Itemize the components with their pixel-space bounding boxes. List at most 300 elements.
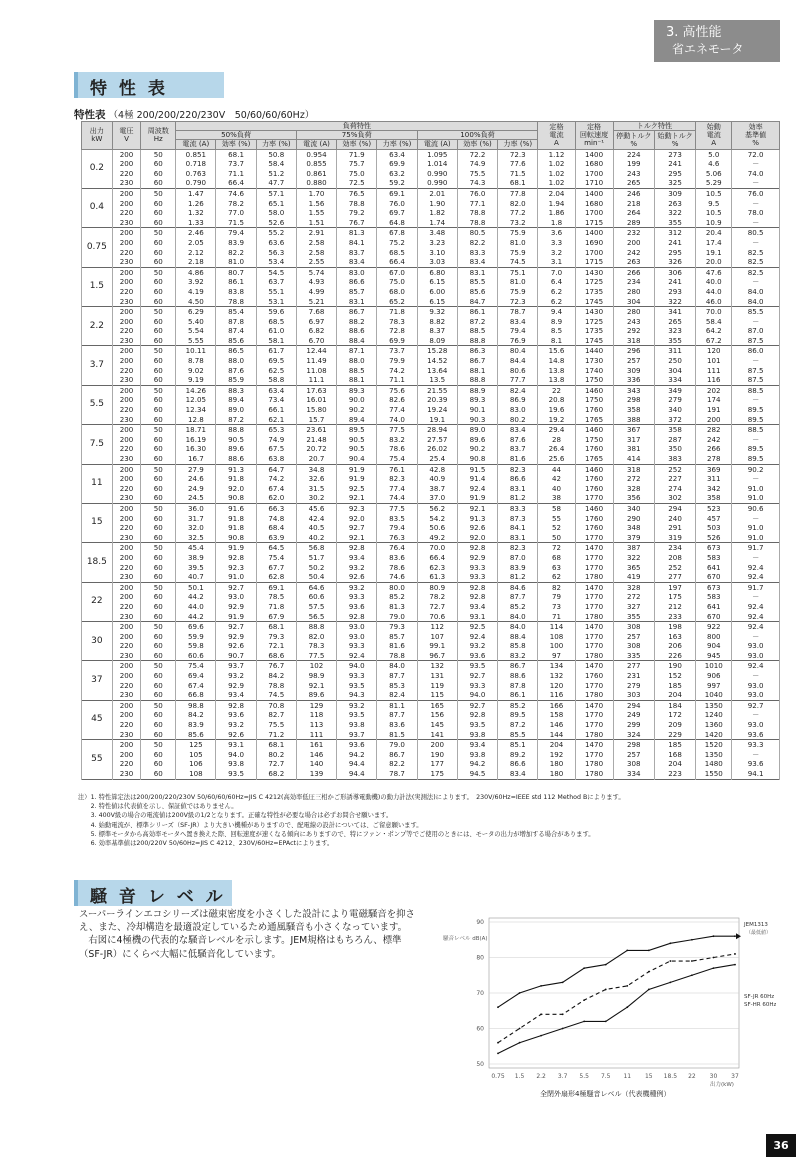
- table-cell: 60: [141, 572, 176, 582]
- table-cell: 69.7: [377, 208, 417, 218]
- table-cell: 65.3: [256, 425, 296, 435]
- table-cell: 50: [141, 425, 176, 435]
- table-cell: 81.3: [337, 228, 377, 238]
- table-cell: 75.9: [498, 228, 538, 238]
- table-row: [82, 592, 780, 602]
- table-cell: 145: [417, 720, 457, 730]
- table-cell: 6.2: [538, 287, 575, 297]
- table-cell: 4.86: [176, 267, 216, 277]
- table-cell: 90.5: [216, 435, 256, 445]
- table-cell: 218: [613, 199, 654, 209]
- table-row: [82, 514, 780, 524]
- table-cell: 89.6: [457, 435, 497, 445]
- table-cell: 86.7: [337, 307, 377, 317]
- table-cell: 58.8: [256, 375, 296, 385]
- table-cell: 93.3: [337, 671, 377, 681]
- table-cell: 59.8: [176, 641, 216, 651]
- table-cell: 227: [654, 474, 695, 484]
- table-cell: 87.7: [377, 710, 417, 720]
- table-cell: 87.5: [732, 336, 780, 346]
- table-cell: 10.9: [696, 218, 732, 228]
- table-cell: 1735: [575, 287, 613, 297]
- table-cell: 50: [141, 503, 176, 513]
- table-cell: 92.3: [216, 563, 256, 573]
- table-cell: 69.1: [377, 188, 417, 198]
- table-cell: 60: [141, 632, 176, 642]
- table-cell: 92.8: [216, 700, 256, 710]
- table-cell: 2.05: [176, 238, 216, 248]
- table-cell: 93.0: [216, 592, 256, 602]
- table-cell: 90.2: [457, 444, 497, 454]
- table-cell: 311: [696, 474, 732, 484]
- chart-data-point: [691, 939, 693, 941]
- table-cell: 125: [176, 740, 216, 750]
- table-cell: 229: [654, 730, 695, 740]
- table-cell: 26.4: [538, 444, 575, 454]
- chart-series-arrow: [736, 933, 741, 939]
- table-cell: 274: [654, 484, 695, 494]
- table-cell: 60: [141, 759, 176, 769]
- chart-data-point: [583, 1021, 585, 1023]
- table-cell: 75.4: [176, 661, 216, 671]
- table-cell: 73: [538, 602, 575, 612]
- table-cell: 92.4: [732, 612, 780, 622]
- table-cell: 112: [417, 622, 457, 632]
- table-cell: 62: [538, 572, 575, 582]
- table-cell: 87.0: [732, 326, 780, 336]
- table-row: [82, 493, 780, 503]
- table-cell: 59.9: [176, 632, 216, 642]
- table-cell: 334: [654, 375, 695, 385]
- header-voltage: 電圧 V: [112, 122, 141, 150]
- chart-data-point: [648, 950, 650, 952]
- table-cell: 60: [141, 592, 176, 602]
- table-cell: 0.763: [176, 169, 216, 179]
- table-cell: 670: [696, 612, 732, 622]
- table-cell: 220: [112, 444, 141, 454]
- table-cell: 19.24: [417, 405, 457, 415]
- table-cell: 266: [696, 444, 732, 454]
- table-cell: 3.23: [417, 238, 457, 248]
- table-cell: 84.0: [732, 287, 780, 297]
- table-cell: 66.4: [417, 553, 457, 563]
- table-cell: 50: [141, 661, 176, 671]
- table-row: [82, 661, 780, 671]
- chart-data-point: [648, 971, 650, 973]
- note-line: 5. 標準モータから高効率モータへ置き換えた際、回転速度が速くなる傾向にありますので、特にファン・ポンプ等でご使用のときには、モータの出力が増加する場合があります。: [78, 830, 595, 838]
- table-cell: 60.6: [296, 592, 336, 602]
- table-cell: 204: [654, 690, 695, 700]
- table-cell: 69.5: [256, 356, 296, 366]
- table-cell: 208: [654, 553, 695, 563]
- table-cell: 90.4: [337, 454, 377, 464]
- table-cell: 1760: [575, 671, 613, 681]
- table-cell: 84.1: [498, 523, 538, 533]
- table-cell: 277: [654, 572, 695, 582]
- table-cell: 88.5: [732, 425, 780, 435]
- table-cell: 91.0: [216, 572, 256, 582]
- table-cell: 67.5: [256, 444, 296, 454]
- table-cell: 13.64: [417, 366, 457, 376]
- header-stall-torque: 停動トルク %: [613, 131, 654, 149]
- table-cell: 3.48: [417, 228, 457, 238]
- table-cell: 83.6: [377, 720, 417, 730]
- table-cell: 93.6: [457, 651, 497, 661]
- table-cell: 76.1: [377, 464, 417, 474]
- table-cell: 75.6: [377, 385, 417, 395]
- table-cell: 200: [112, 435, 141, 445]
- table-cell: 92.6: [216, 641, 256, 651]
- table-cell: 1760: [575, 484, 613, 494]
- table-cell: 80.4: [498, 346, 538, 356]
- table-cell: 90.3: [457, 415, 497, 425]
- table-cell: 11.49: [296, 356, 336, 366]
- table-cell: 1725: [575, 277, 613, 287]
- header-power-factor: 力率 (%): [256, 140, 296, 149]
- table-cell: 86.7: [457, 356, 497, 366]
- table-cell: 45.6: [296, 503, 336, 513]
- table-cell: 87.7: [498, 592, 538, 602]
- table-cell: 93.2: [457, 641, 497, 651]
- table-row: [82, 307, 780, 317]
- table-cell: 15.80: [296, 405, 336, 415]
- table-cell: 257: [613, 632, 654, 642]
- table-cell: 92.8: [457, 710, 497, 720]
- table-cell: 220: [112, 326, 141, 336]
- table-cell: 1780: [575, 651, 613, 661]
- table-cell: 54.2: [417, 514, 457, 524]
- table-cell: 60: [141, 257, 176, 267]
- table-cell: 233: [654, 612, 695, 622]
- table-cell: 419: [613, 572, 654, 582]
- table-cell: 71.1: [377, 375, 417, 385]
- table-cell: 102: [296, 661, 336, 671]
- table-cell: 230: [112, 454, 141, 464]
- table-cell: 20.0: [696, 257, 732, 267]
- table-cell: 91.7: [732, 543, 780, 553]
- table-cell: 200: [112, 149, 141, 159]
- table-cell: 200: [112, 700, 141, 710]
- table-row: [82, 740, 780, 750]
- table-cell: 60: [141, 336, 176, 346]
- table-cell: 74.0: [377, 415, 417, 425]
- table-cell: 328: [613, 484, 654, 494]
- table-cell: 1770: [575, 602, 613, 612]
- table-cell: 60: [141, 435, 176, 445]
- output-kw-cell: 2.2: [82, 307, 113, 346]
- table-cell: 63.7: [256, 277, 296, 287]
- table-row: [82, 169, 780, 179]
- table-cell: 8.82: [417, 317, 457, 327]
- table-cell: 9.19: [176, 375, 216, 385]
- table-cell: 91.3: [457, 514, 497, 524]
- table-cell: 264: [613, 208, 654, 218]
- table-cell: 93.5: [457, 720, 497, 730]
- table-cell: 85.2: [498, 700, 538, 710]
- table-cell: 39.5: [176, 563, 216, 573]
- table-cell: 88.1: [337, 375, 377, 385]
- table-cell: 4.93: [296, 277, 336, 287]
- page-number: 36: [766, 1134, 796, 1157]
- table-cell: 50: [141, 700, 176, 710]
- table-cell: 670: [696, 572, 732, 582]
- table-cell: 1770: [575, 641, 613, 651]
- table-cell: 42.8: [417, 464, 457, 474]
- table-cell: 93.3: [337, 641, 377, 651]
- table-cell: 64.6: [296, 582, 336, 592]
- table-cell: 277: [613, 661, 654, 671]
- table-cell: －: [732, 514, 780, 524]
- table-cell: 92.7: [457, 700, 497, 710]
- table-cell: 230: [112, 612, 141, 622]
- table-cell: 60: [141, 248, 176, 258]
- table-cell: 1770: [575, 710, 613, 720]
- table-cell: 3.10: [417, 248, 457, 258]
- table-row: [82, 257, 780, 267]
- table-cell: 75.9: [498, 248, 538, 258]
- header-current: 電流 (A): [176, 140, 216, 149]
- table-cell: 1780: [575, 769, 613, 779]
- table-cell: 60: [141, 690, 176, 700]
- table-cell: 84.0: [498, 622, 538, 632]
- table-cell: 80.7: [216, 267, 256, 277]
- table-cell: 5.54: [176, 326, 216, 336]
- table-row: [82, 720, 780, 730]
- table-cell: 67.4: [256, 484, 296, 494]
- table-cell: 295: [654, 248, 695, 258]
- chart-data-point: [669, 960, 671, 962]
- table-cell: 1.70: [296, 188, 336, 198]
- table-cell: 22: [538, 385, 575, 395]
- table-cell: 172: [654, 710, 695, 720]
- header-rated-speed: 定格 回転速度 min⁻¹: [575, 122, 613, 150]
- table-cell: 81.5: [377, 730, 417, 740]
- table-cell: 8.9: [538, 317, 575, 327]
- table-cell: 1.8: [538, 218, 575, 228]
- table-cell: 93.0: [337, 622, 377, 632]
- table-cell: 212: [654, 602, 695, 612]
- table-cell: －: [732, 395, 780, 405]
- table-cell: 88.5: [732, 385, 780, 395]
- table-cell: 50: [141, 188, 176, 198]
- table-cell: －: [732, 671, 780, 681]
- table-cell: 89.5: [337, 425, 377, 435]
- table-cell: 1760: [575, 405, 613, 415]
- table-cell: 246: [613, 188, 654, 198]
- table-cell: 19.1: [696, 248, 732, 258]
- table-cell: 31.5: [296, 484, 336, 494]
- table-cell: 88.0: [337, 356, 377, 366]
- table-cell: 6.29: [176, 307, 216, 317]
- table-cell: 800: [696, 632, 732, 642]
- note-line: 6. 効率基準値は200/220V 50/60Hz=JIS C 4212、230V/60Hz=EPActによります。: [78, 840, 334, 848]
- table-cell: 220: [112, 208, 141, 218]
- table-cell: 298: [613, 740, 654, 750]
- table-cell: 83.4: [457, 257, 497, 267]
- note-line: 3. 400V級の場合の電流値は200V級の1/2となります。正確な特性が必要な場合は必ずお問合せ願います。: [78, 812, 393, 820]
- table-cell: 1.94: [538, 199, 575, 209]
- table-cell: 72.3: [498, 297, 538, 307]
- table-cell: 92.1: [296, 681, 336, 691]
- table-cell: 75.5: [457, 169, 497, 179]
- table-cell: 323: [654, 326, 695, 336]
- table-row: [82, 415, 780, 425]
- table-cell: 64.5: [256, 543, 296, 553]
- table-cell: 90.8: [457, 454, 497, 464]
- table-cell: 0.990: [417, 169, 457, 179]
- table-cell: 1470: [575, 582, 613, 592]
- table-cell: 93.4: [216, 690, 256, 700]
- table-cell: 200: [112, 661, 141, 671]
- table-cell: 139: [296, 769, 336, 779]
- table-cell: 5.29: [696, 178, 732, 188]
- table-cell: 1770: [575, 681, 613, 691]
- chart-data-point: [605, 989, 607, 991]
- table-cell: 93.2: [337, 700, 377, 710]
- table-cell: 90.7: [216, 651, 256, 661]
- table-cell: 199: [613, 159, 654, 169]
- table-cell: 60: [141, 474, 176, 484]
- table-caption-label: 特性表: [74, 109, 106, 121]
- table-cell: 220: [112, 563, 141, 573]
- table-cell: 93.0: [732, 641, 780, 651]
- table-cell: 230: [112, 375, 141, 385]
- table-cell: 81.2: [498, 572, 538, 582]
- table-cell: 81.0: [498, 277, 538, 287]
- table-cell: 60: [141, 602, 176, 612]
- header-power-factor: 力率 (%): [377, 140, 417, 149]
- table-cell: 75.2: [377, 238, 417, 248]
- table-cell: 50: [141, 346, 176, 356]
- table-cell: 92.8: [337, 612, 377, 622]
- table-cell: 92.5: [337, 484, 377, 494]
- table-cell: 119: [417, 681, 457, 691]
- table-cell: 144: [538, 730, 575, 740]
- table-cell: 263: [613, 257, 654, 267]
- table-cell: 37.0: [417, 493, 457, 503]
- table-cell: 83.0: [498, 405, 538, 415]
- table-cell: 60: [141, 641, 176, 651]
- table-cell: 11.08: [296, 366, 336, 376]
- table-cell: 311: [654, 346, 695, 356]
- table-cell: 1.26: [176, 199, 216, 209]
- table-cell: 2.04: [538, 188, 575, 198]
- table-cell: 76.7: [337, 218, 377, 228]
- chart-data-point: [497, 1006, 499, 1008]
- table-cell: 86.7: [377, 750, 417, 760]
- table-cell: 309: [654, 188, 695, 198]
- table-cell: 168: [654, 750, 695, 760]
- table-cell: 80.9: [417, 582, 457, 592]
- table-cell: 63.4: [256, 385, 296, 395]
- table-cell: 21.55: [417, 385, 457, 395]
- table-cell: 190: [654, 661, 695, 671]
- header-frequency: 周波数 Hz: [141, 122, 176, 150]
- output-kw-cell: 30: [82, 622, 113, 661]
- table-cell: 15.7: [296, 415, 336, 425]
- table-cell: 1470: [575, 740, 613, 750]
- table-cell: 88.9: [457, 385, 497, 395]
- table-cell: 60: [141, 454, 176, 464]
- table-cell: 223: [654, 769, 695, 779]
- table-cell: 146: [296, 750, 336, 760]
- table-cell: 93.8: [457, 730, 497, 740]
- table-cell: 75.4: [256, 553, 296, 563]
- characteristics-table-body: [82, 149, 780, 779]
- table-cell: 84.0: [498, 612, 538, 622]
- table-cell: 60: [141, 730, 176, 740]
- table-cell: 91.0: [732, 493, 780, 503]
- table-cell: 6.00: [417, 287, 457, 297]
- table-cell: 106: [176, 759, 216, 769]
- table-cell: 340: [654, 405, 695, 415]
- table-cell: 8.78: [176, 356, 216, 366]
- table-cell: 197: [654, 582, 695, 592]
- table-cell: 62.1: [256, 415, 296, 425]
- table-cell: 231: [613, 671, 654, 681]
- table-cell: 945: [696, 651, 732, 661]
- output-kw-cell: 15: [82, 503, 113, 542]
- table-cell: 49.2: [417, 533, 457, 543]
- chart-xtick-label: 37: [731, 1073, 739, 1080]
- table-cell: 200: [112, 474, 141, 484]
- table-cell: 98.8: [176, 700, 216, 710]
- table-cell: 93.4: [337, 553, 377, 563]
- table-cell: －: [732, 199, 780, 209]
- table-cell: 81.6: [498, 454, 538, 464]
- table-cell: 1735: [575, 326, 613, 336]
- table-cell: 108: [176, 769, 216, 779]
- table-cell: 71.8: [256, 602, 296, 612]
- table-cell: 84.2: [176, 710, 216, 720]
- table-cell: 61.3: [417, 572, 457, 582]
- table-cell: 226: [654, 651, 695, 661]
- table-cell: 85.3: [377, 681, 417, 691]
- output-kw-cell: 1.5: [82, 267, 113, 306]
- table-cell: 14.8: [538, 356, 575, 366]
- table-cell: 457: [696, 514, 732, 524]
- chart-data-point: [626, 985, 628, 987]
- table-cell: 92.4: [457, 632, 497, 642]
- table-cell: 209: [654, 720, 695, 730]
- table-cell: 64.2: [696, 326, 732, 336]
- table-cell: 365: [613, 563, 654, 573]
- table-cell: 92.0: [337, 514, 377, 524]
- table-row: [82, 769, 780, 779]
- table-cell: 673: [696, 543, 732, 553]
- table-cell: 60.6: [176, 651, 216, 661]
- table-cell: 115: [417, 690, 457, 700]
- table-cell: 92.1: [337, 533, 377, 543]
- table-cell: 204: [538, 740, 575, 750]
- table-cell: 583: [696, 553, 732, 563]
- table-cell: 82.6: [377, 395, 417, 405]
- table-cell: 38: [538, 493, 575, 503]
- table-cell: 8.09: [417, 336, 457, 346]
- table-cell: 83.1: [337, 297, 377, 307]
- table-cell: 1460: [575, 425, 613, 435]
- table-cell: 280: [613, 307, 654, 317]
- table-cell: 206: [654, 641, 695, 651]
- table-cell: 71: [538, 612, 575, 622]
- table-cell: 234: [654, 543, 695, 553]
- table-cell: 60: [141, 277, 176, 287]
- table-cell: 91.8: [216, 523, 256, 533]
- table-cell: 92.1: [337, 493, 377, 503]
- table-cell: 70.8: [256, 700, 296, 710]
- table-cell: 54.5: [256, 267, 296, 277]
- table-cell: 88.5: [337, 366, 377, 376]
